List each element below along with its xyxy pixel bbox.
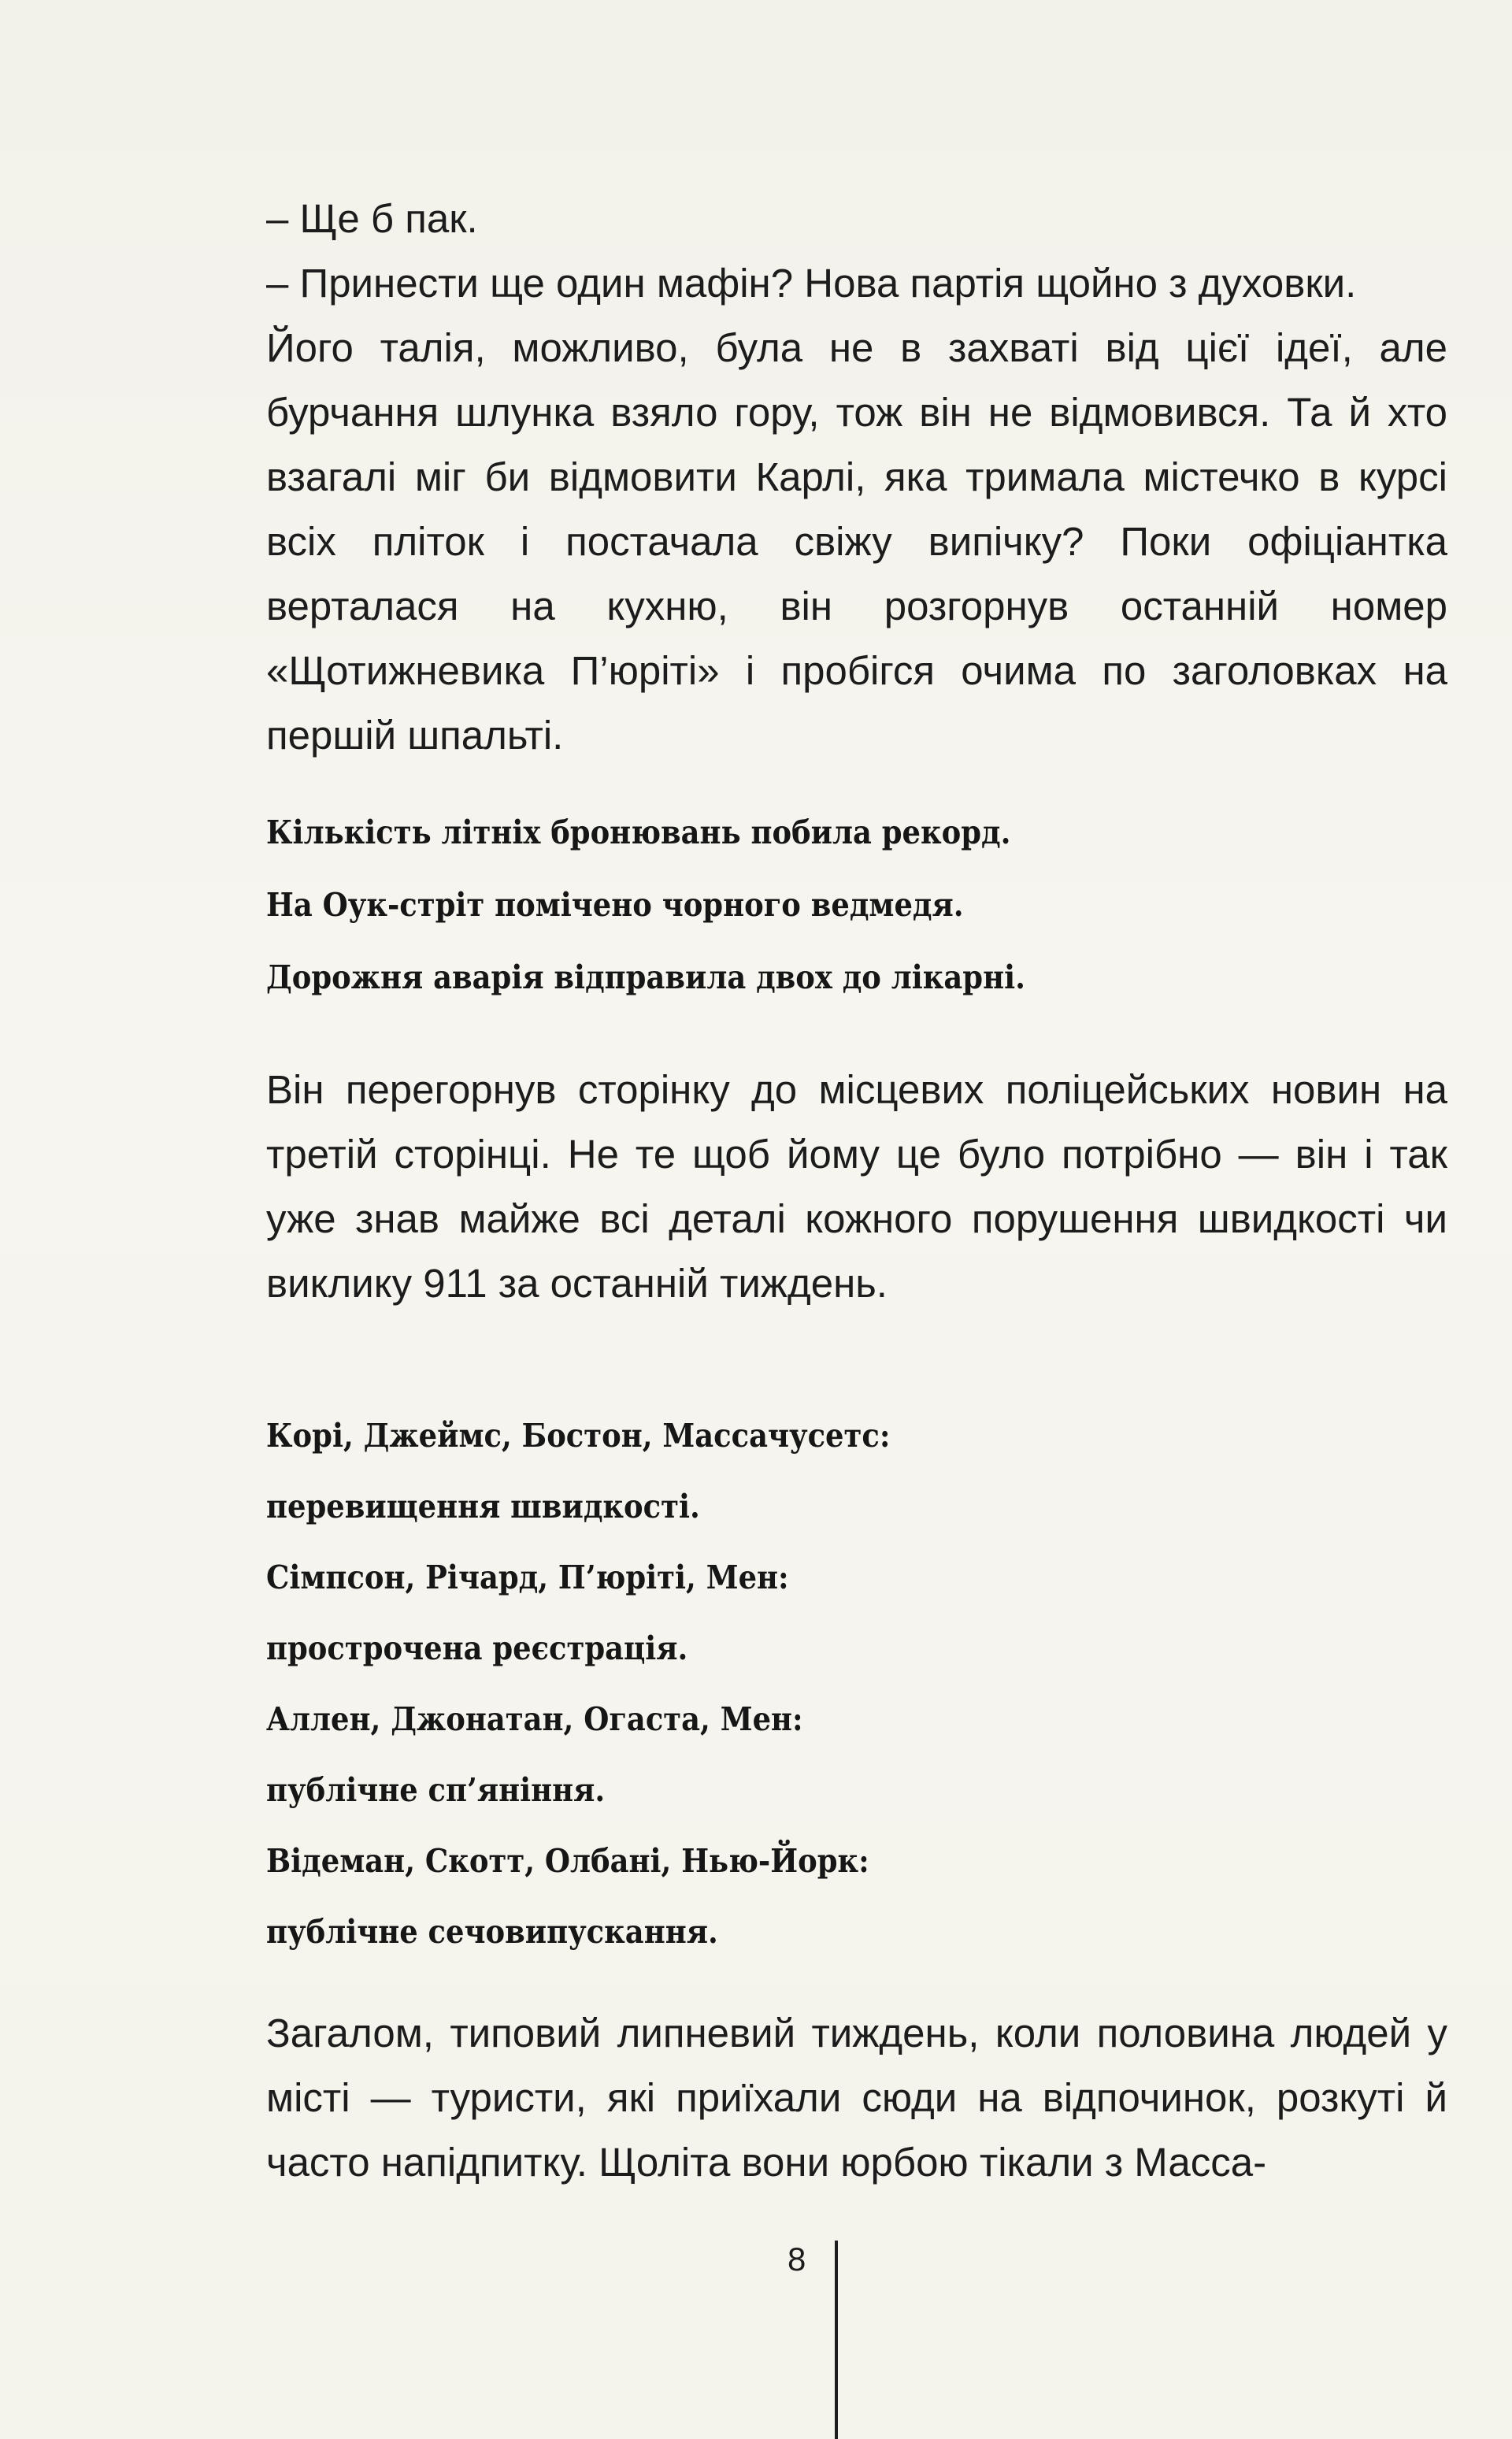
headline: На Оук-стріт помічено чорного ведмедя. [266,886,964,924]
police-report-name: Аллен, Джонатан, Огаста, Мен: [266,1700,803,1738]
narrative-paragraph: Загалом, типовий липневий тиждень, коли половина людей у місті — туристи, які приїхали сюди на відпочинок, розкуті й часто напідпитку. Щоліта вони юрбою тікали з Масса- [266,2011,1447,2185]
dialogue-line: – Ще б пак. [266,196,478,241]
dialogue-line: – Принести ще один мафін? Нова партія щойно з духовки. [266,261,1357,306]
middle-section [266,1058,1447,1316]
narrative-paragraph: Він перегорнув сторінку до місцевих поліцейських новин на третій сторінці. Не те щоб йому це було потрібно — він і так уже знав майже всі деталі кожного порушення швидкості чи виклику 911 за останній тиждень. [266,1067,1447,1306]
opening-section [266,187,1447,768]
headline: Дорожня аварія відправила двох до лікарні. [266,958,1025,996]
police-report-name: Корі, Джеймс, Бостон, Массачусетс: [266,1417,891,1455]
police-report-offense: перевищення швидкості. [266,1488,700,1525]
police-report-name: Відеман, Скотт, Олбані, Нью-Йорк: [266,1842,869,1880]
police-report-offense: публічне сп’яніння. [266,1771,606,1809]
page-number-rule [835,2241,838,2439]
headlines-block [266,796,1447,1014]
closing-section [266,2001,1447,2195]
headline: Кількість літніх бронювань побила рекорд. [266,814,1011,851]
page-number: 8 [788,2241,806,2278]
police-report-offense: публічне сечовипускання. [266,1913,718,1951]
police-report-offense: прострочена реєстрація. [266,1629,688,1667]
narrative-paragraph: Його талія, можливо, була не в захваті від цієї ідеї, але бурчання шлунка взяло гору, тож він не відмовився. Та й хто взагалі міг би відмовити Карлі, яка тримала містечко в курсі всіх пліток і постачала свіжу випічку? Поки офіціантка верталася на кухню, він розгорнув останній номер «Щотижневика П’юріті» і пробігся очима по заголовках на першій шпальті. [266,325,1447,758]
police-reports-block [266,1400,1447,1967]
police-report-name: Сімпсон, Річард, П’юріті, Мен: [266,1559,789,1596]
